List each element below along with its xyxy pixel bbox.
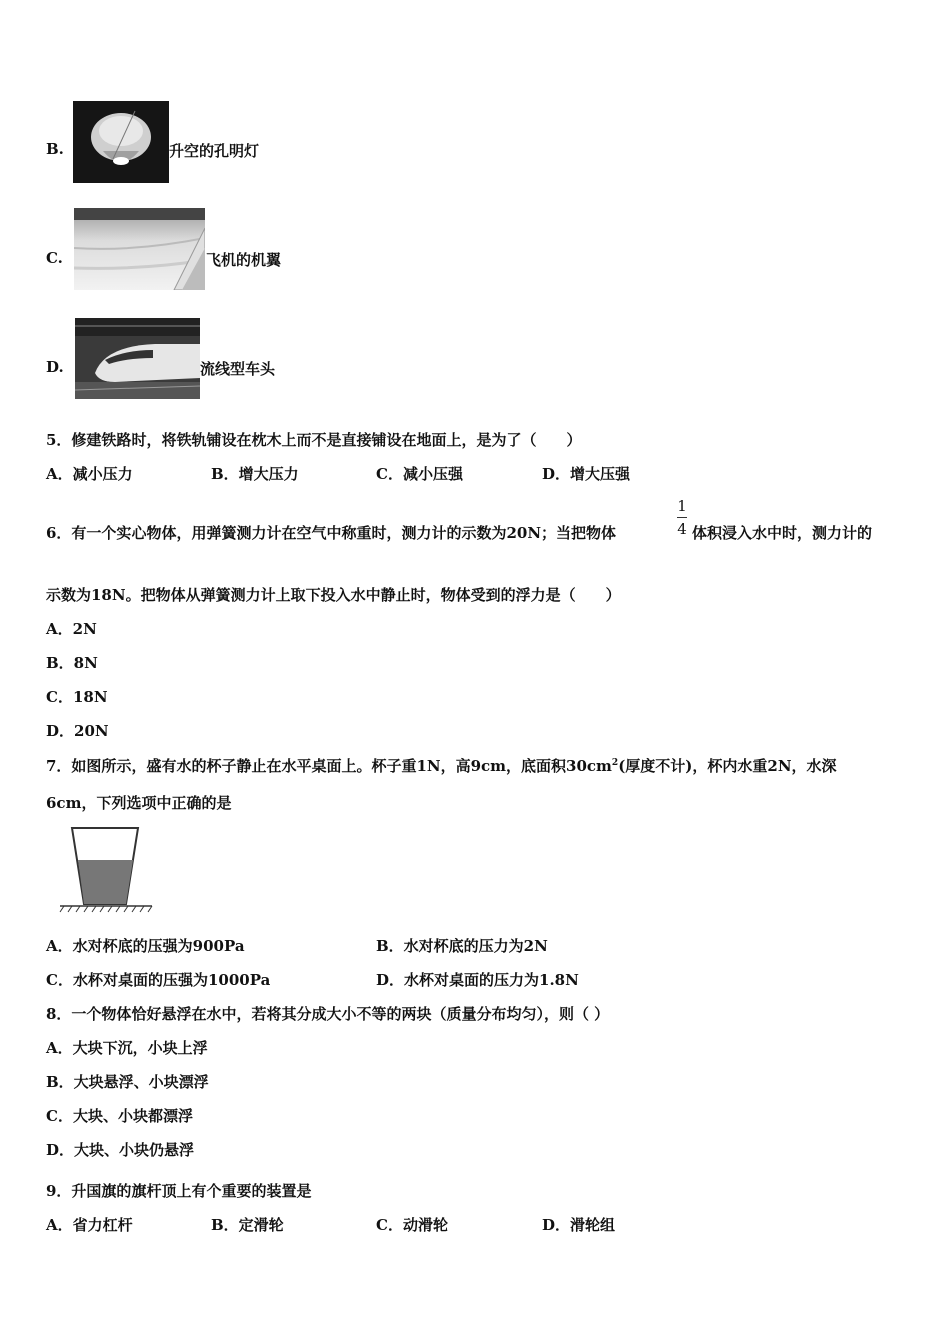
question-stem-part1: 6．有一个实心物体，用弹簧测力计在空气中称重时，测力计的示数为20N；当把物体	[46, 524, 617, 542]
option-a[interactable]: A．省力杠杆	[46, 1216, 133, 1234]
option-a[interactable]: A．减小压力	[46, 465, 133, 483]
fraction-numerator: 1	[677, 497, 687, 515]
fraction-denominator: 4	[677, 520, 687, 538]
option-text: 升空的孔明灯	[169, 142, 260, 160]
question-stem: 8．一个物体恰好悬浮在水中，若将其分成大小不等的两块（质量分布均匀），则（ ）	[46, 1005, 610, 1023]
option-d[interactable]: D．增大压强	[542, 465, 631, 483]
option-letter: D.	[46, 358, 64, 376]
option-b[interactable]: B．大块悬浮、小块漂浮	[46, 1073, 209, 1091]
option-d[interactable]: D．大块、小块仍悬浮	[46, 1141, 195, 1159]
option-a[interactable]: A．大块下沉，小块上浮	[46, 1039, 208, 1057]
fraction-one-quarter	[675, 497, 689, 538]
option-c[interactable]: C．动滑轮	[376, 1216, 448, 1234]
question-stem-line1: 7．如图所示，盛有水的杯子静止在水平桌面上。杯子重1N，高9cm，底面积$30cm^2$(厚度不计)，杯内水重2N，水深	[46, 757, 837, 775]
option-d[interactable]: D．水杯对桌面的压力为1.8N	[376, 971, 579, 989]
option-a[interactable]: A．2N	[46, 620, 97, 638]
option-c[interactable]: C．水杯对桌面的压强为1000Pa	[46, 971, 271, 989]
option-d[interactable]: D．20N	[46, 722, 109, 740]
question-stem-line2: 6cm，下列选项中正确的是	[46, 794, 232, 812]
option-b[interactable]: B．定滑轮	[211, 1216, 284, 1234]
airplane-wing-photo	[74, 208, 205, 290]
option-c[interactable]: C．18N	[46, 688, 108, 706]
question-stem-line2: 示数为18N。把物体从弹簧测力计上取下投入水中静止时，物体受到的浮力是（ ）	[46, 586, 621, 604]
question-stem-part2: 体积浸入水中时，测力计的	[692, 524, 873, 542]
option-b[interactable]: B．8N	[46, 654, 98, 672]
option-letter: C.	[46, 249, 63, 267]
option-letter: B.	[46, 140, 64, 158]
option-c[interactable]: C．大块、小块都漂浮	[46, 1107, 193, 1125]
option-c[interactable]: C．减小压强	[376, 465, 463, 483]
question-stem: 5．修建铁路时，将铁轨铺设在枕木上而不是直接铺设在地面上，是为了（ ）	[46, 431, 582, 449]
option-d[interactable]: D．滑轮组	[542, 1216, 616, 1234]
bullet-train-photo	[75, 318, 200, 399]
water-cup-figure	[58, 822, 154, 914]
option-a[interactable]: A．水对杯底的压强为900Pa	[46, 937, 245, 955]
option-b[interactable]: B．水对杯底的压力为2N	[376, 937, 548, 955]
question-stem: 9．升国旗的旗杆顶上有个重要的装置是	[46, 1182, 312, 1200]
option-text: 流线型车头	[200, 360, 276, 378]
option-text: 飞机的机翼	[206, 251, 282, 269]
sky-lantern-photo	[73, 101, 169, 183]
option-b[interactable]: B．增大压力	[211, 465, 299, 483]
